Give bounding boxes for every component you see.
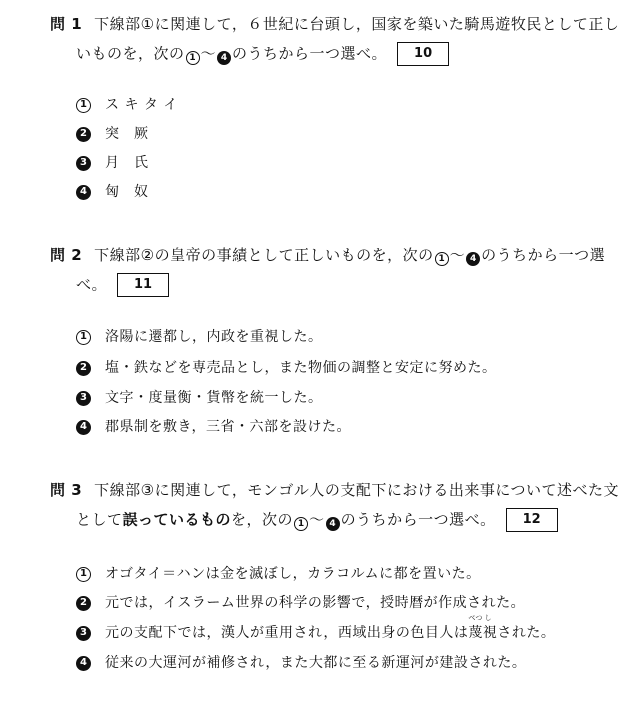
q3-text-2b: を，次の	[231, 510, 294, 529]
circled-1-icon: 1	[435, 252, 449, 266]
q3-text-2c: のうちから一つ選べ。	[340, 510, 496, 529]
q1-label: 問 1	[50, 15, 83, 33]
option-text: ス キ タ イ	[105, 97, 178, 113]
q2-option-2[interactable]	[76, 358, 497, 378]
option-text: オゴタイ＝ハンは金を滅ぼし，カラコルムに都を置いた。	[105, 566, 481, 582]
option-text: 従来の大運河が補修され，また大都に至る新運河が建設された。	[105, 655, 527, 671]
q2-line1	[50, 245, 605, 266]
option-text-end: 視された。	[482, 625, 556, 641]
circled-3-icon: 3	[76, 156, 91, 171]
q3-option-4[interactable]	[76, 653, 526, 673]
option-text: 洛陽に遷都し，内政を重視した。	[105, 329, 323, 345]
q3-text-1: 下線部③に関連して，モンゴル人の支配下における出来事について述べた文	[94, 481, 620, 499]
q1-option-1[interactable]	[76, 95, 178, 115]
tilde: 〜	[200, 44, 217, 63]
q3-option-2[interactable]	[76, 593, 525, 613]
q1-line1	[50, 14, 619, 34]
circled-4-icon: 4	[466, 252, 480, 266]
circled-4-icon: 4	[217, 51, 231, 65]
tilde: 〜	[309, 510, 325, 529]
q2-text-2: べ。	[76, 275, 108, 294]
ruby-word	[468, 614, 492, 643]
q2-label: 問 2	[50, 246, 83, 264]
ruby-reading: べつ し	[468, 614, 492, 622]
q3-line2	[76, 508, 558, 532]
q1-option-4[interactable]	[76, 182, 149, 202]
q1-text-2a: いものを，次の	[76, 44, 185, 63]
q1-option-2[interactable]	[76, 124, 149, 144]
circled-1-icon: 1	[76, 98, 91, 113]
q2-option-4[interactable]	[76, 417, 351, 437]
option-text: 突 厥	[105, 126, 149, 142]
circled-1-icon: 1	[76, 330, 91, 345]
option-text: 元の支配下では，漢人が重用され，西域出身の色目人は	[105, 625, 469, 641]
circled-1-icon: 1	[76, 567, 91, 582]
answer-box-11[interactable]: 11	[117, 273, 169, 297]
circled-1-icon: 1	[294, 517, 308, 531]
q1-text-1: 下線部①に関連して，６世紀に台頭し，国家を築いた騎馬遊牧民として正し	[94, 15, 620, 33]
q3-option-1[interactable]	[76, 564, 481, 584]
circled-4-icon: 4	[76, 185, 91, 200]
option-text: 匈 奴	[105, 184, 149, 200]
ruby-base: 蔑	[468, 625, 483, 641]
option-text: 月 氏	[105, 155, 149, 171]
option-text: 元では，イスラーム世界の科学の影響で，授時暦が作成された。	[105, 595, 526, 611]
answer-box-10[interactable]: 10	[397, 42, 449, 66]
tilde: 〜	[449, 246, 466, 264]
option-text: 郡県制を敷き，三省・六部を設けた。	[105, 419, 351, 435]
circled-4-icon: 4	[76, 420, 91, 435]
circled-2-icon: 2	[76, 361, 91, 376]
q2-text-1b: のうちから一つ選	[481, 246, 606, 264]
q1-option-3[interactable]	[76, 153, 149, 173]
circled-3-icon: 3	[76, 626, 91, 641]
q3-emphasis: 誤っているもの	[122, 510, 232, 529]
option-text: 塩・鉄などを専売品とし，また物価の調整と安定に努めた。	[105, 360, 497, 376]
circled-4-icon: 4	[326, 517, 340, 531]
circled-1-icon: 1	[186, 51, 200, 65]
q3-line1	[50, 480, 619, 500]
option-text: 文字・度量衡・貨幣を統一した。	[105, 390, 323, 406]
q1-text-2b: のうちから一つ選べ。	[232, 44, 388, 63]
circled-2-icon: 2	[76, 127, 91, 142]
q2-option-3[interactable]	[76, 388, 323, 408]
q2-line2	[76, 273, 169, 297]
q1-line2	[76, 42, 449, 66]
q3-text-2a: として	[76, 510, 123, 529]
circled-2-icon: 2	[76, 596, 91, 611]
q2-text-1a: 下線部②の皇帝の事績として正しいものを，次の	[94, 246, 434, 264]
circled-4-icon: 4	[76, 656, 91, 671]
circled-3-icon: 3	[76, 391, 91, 406]
q3-label: 問 3	[50, 481, 83, 499]
q3-option-3[interactable]	[76, 614, 556, 643]
answer-box-12[interactable]: 12	[506, 508, 558, 532]
q2-option-1[interactable]	[76, 327, 323, 347]
